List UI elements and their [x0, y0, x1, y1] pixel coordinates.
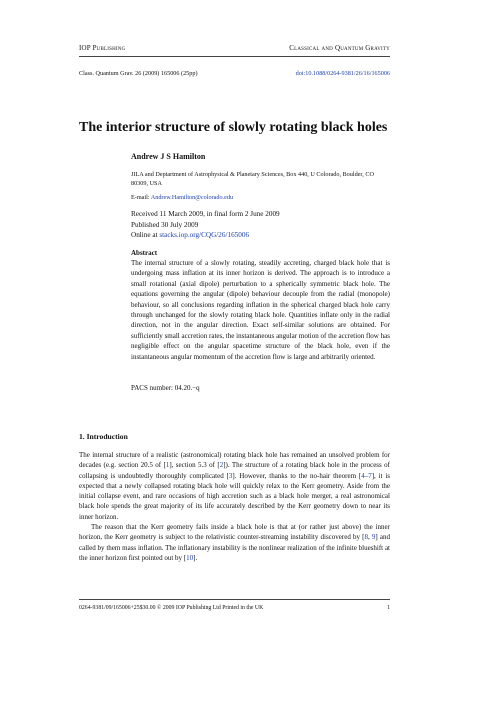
email-link[interactable]: Andrew.Hamilton@colorado.edu — [150, 194, 234, 201]
section-body — [79, 450, 390, 563]
journal-name: Classical and Quantum Gravity — [289, 44, 390, 52]
footer-rule — [79, 599, 390, 600]
reference-link[interactable]: 8 — [364, 533, 368, 542]
reference-link[interactable]: 10 — [186, 553, 194, 562]
reference-link[interactable]: 1 — [165, 461, 170, 470]
reference-link[interactable]: 3 — [228, 471, 233, 480]
publication-dates — [131, 209, 391, 241]
pacs-number: PACS number: 04.20.−q — [131, 384, 200, 392]
footer-copyright: 0264-9381/09/165006+25$30.00 © 2009 IOP Publishing Ltd Printed in the UK — [79, 605, 264, 611]
author-affiliation: JILA and Deptartment of Astrophysical & Planetary Sciences, Box 440, U Colorado, Boulder, CO 80309, USA — [131, 171, 374, 187]
published-date: Published 30 July 2009 — [131, 220, 199, 229]
paragraph: The internal structure of a realistic (astronomical) rotating black hole has remained an unsolved problem for decades (e.g. section 20.5 of [1], section 5.3 of [2]). The structure of a rotating black hole in the process of collapsing is undoubtedly thoroughly complicated [3]. However, thanks to the no-hair theorem [4–7], it is expected that a newly collapsed rotating black hole will quickly relax to the Kerr geometry. Aside from the initial collapse event, and rare occasions of high accretion such as a black hole merger, a real astronomical black hole spends the great majority of its life accurately described by the Kerr geometry down to near its inner horizon. — [79, 451, 390, 521]
section-heading: 1. Introduction — [79, 432, 128, 441]
received-date: Received 11 March 2009, in final form 2 June 2009 — [131, 210, 280, 218]
reference-link[interactable]: 2 — [219, 461, 224, 470]
paragraph: The reason that the Kerr geometry fails inside a black hole is that at (or rather just above) the inner horizon, the Kerr geometry is subject to the relativistic counter-streaming instability discovered by [8, 9] and called by them mass inflation. The inflationary instability is the nonlinear realization of the infinite blueshift at the inner horizon first pointed out by [10]. — [79, 523, 391, 562]
page-number: 1 — [387, 605, 390, 611]
author-email-line — [131, 193, 233, 202]
article-title: The interior structure of slowly rotating black holes — [79, 120, 388, 135]
email-label: E-mail: — [131, 194, 150, 201]
online-link[interactable]: stacks.iop.org/CQG/26/165006 — [159, 231, 250, 239]
abstract-heading: Abstract — [131, 249, 158, 257]
abstract-text: The internal structure of a slowly rotating, steadily accreting, charged black hole that is undergoing mass inflation at its inner horizon is derived. The approach is to introduce a small rotational (axial dipole) perturbation to a spherically symmetric black hole. The equations governing the angular (dipole) behaviour decouple from the radial (monopole) behaviour, so all conclusions regarding inflation in the spherical charged black hole carry through unchanged for the slowly rotating black hole. Quantities inflate only in the radial direction, not in the angular direction. Exact self-similar solutions are obtained. For sufficiently small accretion rates, the instantaneous angular motion of the accretion flow has negligible effect on the angular spacetime structure of the black hole, even if the instantaneous angular momentum of the accretion flow is large and arbitrarily oriented. — [131, 259, 390, 361]
reference-link[interactable]: 9 — [371, 533, 376, 542]
online-line — [131, 230, 391, 241]
doi-link[interactable]: doi:10.1088/0264-9381/26/16/165006 — [295, 70, 390, 77]
online-label: Online at — [131, 231, 158, 239]
publisher-name: IOP Publishing — [79, 44, 126, 52]
reference-link[interactable]: 4–7 — [361, 471, 372, 480]
header-rule — [79, 56, 390, 57]
citation-line: Class. Quantum Grav. 26 (2009) 165006 (25pp) — [79, 70, 198, 77]
author-name: Andrew J S Hamilton — [131, 152, 206, 161]
